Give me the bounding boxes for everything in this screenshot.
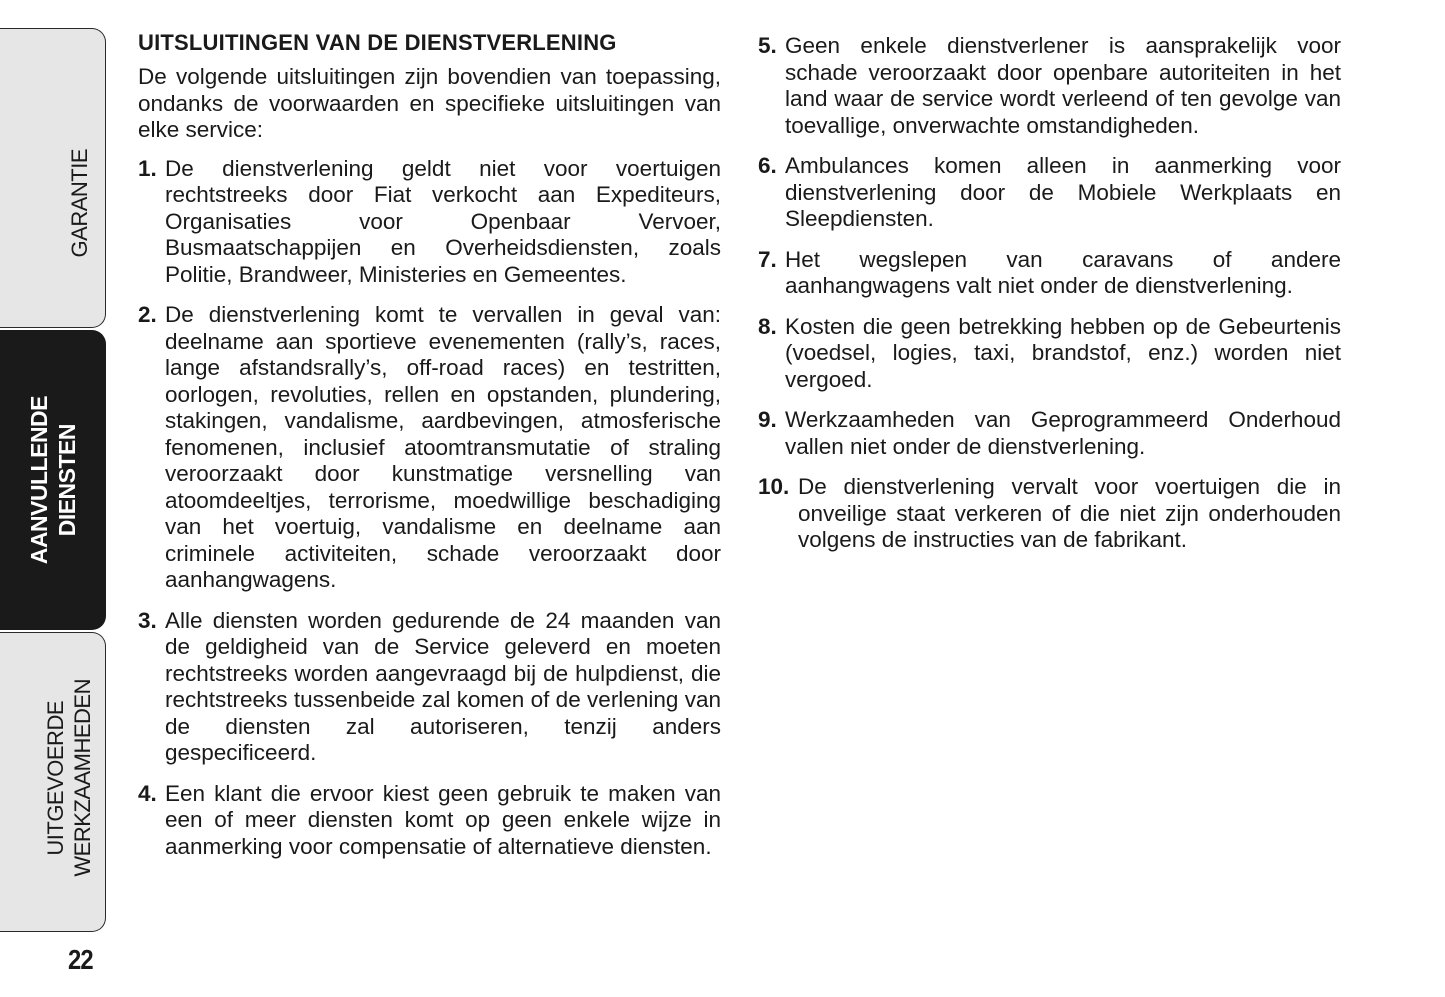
right-column [758,33,1341,568]
item-number: 4. [138,780,157,806]
tab-label: GARANTIE [67,149,92,258]
item-text: Geen enkele dienstverlener is aansprakelijk voor schade veroorzaakt door openbare autoriteiten in het land waar de service wordt verleend of ten gevolge van toevallige, onverwachte omstandigheden. [785,33,1341,138]
list-item [758,153,1341,233]
list-item [758,407,1341,460]
item-number: 1. [138,155,157,181]
tab-label: UITGEVOERDE WERKZAAMHEDEN [43,679,95,877]
item-text: Werkzaamheden van Geprogrammeerd Onderhoud vallen niet onder de dienstverlening. [785,407,1341,459]
list-item [758,33,1341,139]
page-number: 22 [68,944,93,975]
list-item [758,247,1341,300]
section-heading: UITSLUITINGEN VAN DE DIENSTVERLENING [138,30,617,55]
list-item [138,156,721,289]
item-number: 3. [138,607,157,633]
item-number: 8. [758,313,777,339]
list-item [138,302,721,594]
item-number: 5. [758,33,777,58]
item-text: De dienstverlening komt te vervallen in geval van: deelname aan sportieve evenementen (rally’s, races, lange afstandsrally’s, off-road races) en testritten, oorlogen, revoluties, rellen en opstanden, plundering, stakingen, vandalisme, aardbevingen, atmosferische fenomenen, inclusief atoomtransmutatie of straling veroorzaakt door kunstmatige versnelling van atoomdeeltjes, terrorisme, moedwillige beschadiging van het voertuig, vandalisme en deelname aan criminele activiteiten, schade veroorzaakt door aanhangwagens. [165,302,721,592]
left-column [138,30,721,874]
item-text: Ambulances komen alleen in aanmerking voor dienstverlening door de Mobiele Werkplaats en Sleepdiensten. [785,153,1341,231]
item-text: Alle diensten worden gedurende de 24 maanden van de geldigheid van de Service geleverd en moeten rechtstreeks worden aangevraagd bij de hulpdienst, die rechtstreeks tussenbeide zal komen of de verlening van de diensten zal autoriseren, tenzij anders gespecificeerd. [165,607,721,765]
item-number: 2. [138,302,157,327]
tab-garantie[interactable] [0,28,106,328]
item-text: De dienstverlening geldt niet voor voertuigen rechtstreeks door Fiat verkocht aan Expediteurs, Organisaties voor Openbaar Vervoer, Busmaatschappijen en Overheidsdiensten, zoals Politie, Brandweer, Ministeries en Gemeentes. [165,155,721,287]
item-text: Het wegslepen van caravans of andere aanhangwagens valt niet onder de dienstverlening. [785,246,1341,298]
item-number: 10. [758,474,790,499]
list-item [138,608,721,767]
item-text: Een klant die ervoor kiest geen gebruik te maken van een of meer diensten komt op geen enkele wijze in aanmerking voor compensatie of alternatieve diensten. [165,780,721,859]
item-text: De dienstverlening vervalt voor voertuigen die in onveilige staat verkeren of die niet zijn onderhouden volgens de instructies van de fabrikant. [798,474,1341,552]
list-item [138,781,721,861]
list-item [758,474,1341,554]
item-number: 6. [758,153,777,178]
intro-paragraph: De volgende uitsluitingen zijn bovendien van toepassing, ondanks de voorwaarden en specifieke uitsluitingen van elke service: [138,64,721,142]
item-number: 7. [758,246,777,272]
item-number: 9. [758,407,777,432]
list-item [758,314,1341,394]
tab-uitgevoerde-werkzaamheden[interactable] [0,632,106,932]
tab-label: AANVULLENDE DIENSTEN [25,395,80,565]
tab-aanvullende-diensten[interactable] [0,330,106,630]
item-text: Kosten die geen betrekking hebben op de Gebeurtenis (voedsel, logies, taxi, brandstof, enz.) worden niet vergoed. [785,313,1341,392]
